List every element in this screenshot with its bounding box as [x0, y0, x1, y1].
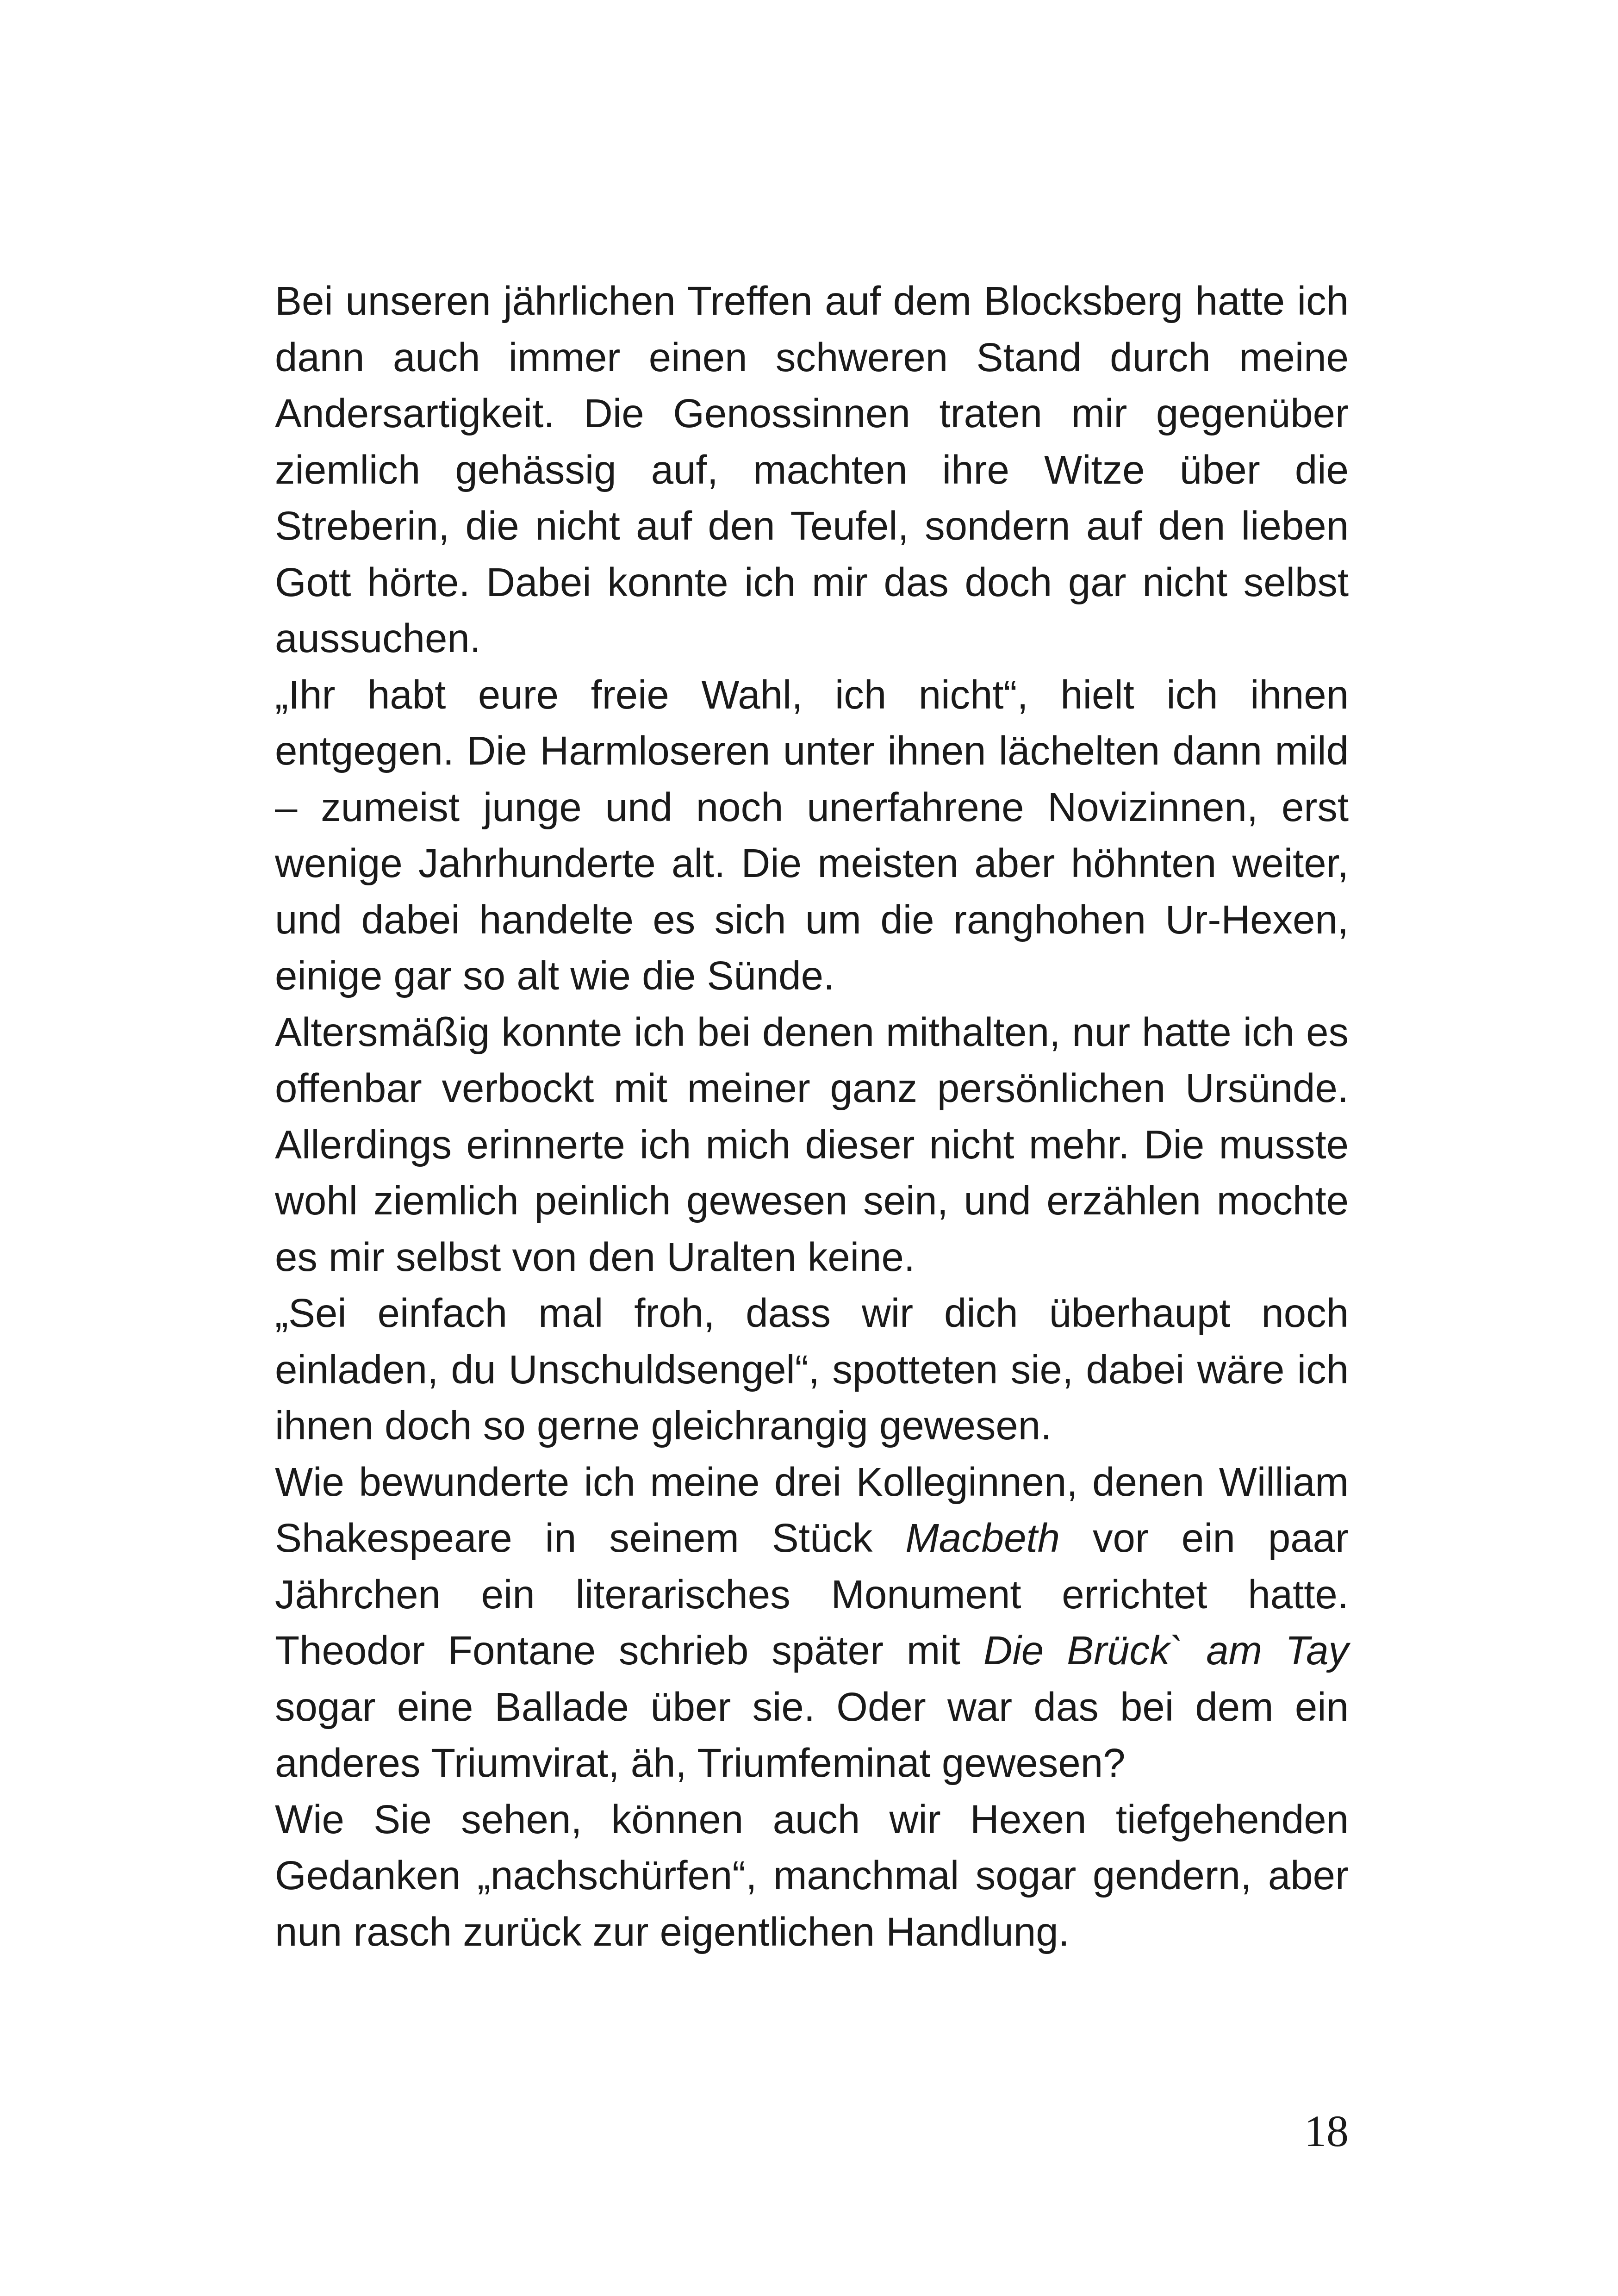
- paragraph-1: Bei unseren jährlichen Treffen auf dem Blocksberg hatte ich dann auch immer einen schweren Stand durch meine Andersartigkeit. Die Genossinnen traten mir gegenüber ziemlich gehässig auf, machten ihre Witze über die Streberin, die nicht auf den Teufel, sondern auf den lieben Gott hörte. Dabei konnte ich mir das doch gar nicht selbst aussuchen.: [275, 279, 1349, 661]
- paragraph-5-text-e: sogar eine Ballade über sie. Oder war das bei dem ein anderes Triumvirat, äh, Triumfeminat gewesen?: [275, 1684, 1349, 1786]
- paragraph-5-text-c: vor ein paar Jährchen ein literarisches Monument errichtet hatte. Theodor Fontane schrieb später mit: [275, 1516, 1349, 1673]
- page-number: 18: [1304, 2106, 1349, 2156]
- paragraph-5: [275, 1454, 1349, 1792]
- paragraph-4: „Sei einfach mal froh, dass wir dich überhaupt noch einladen, du Unschuldsengel“, spotteten sie, dabei wäre ich ihnen doch so gerne gleichrangig gewesen.: [275, 1291, 1349, 1448]
- paragraph-3: Altersmäßig konnte ich bei denen mithalten, nur hatte ich es offenbar verbockt mit meiner ganz persönlichen Ursünde. Allerdings erinnerte ich mich dieser nicht mehr. Die musste wohl ziemlich peinlich gewesen sein, und erzählen mochte es mir selbst von den Uralten keine.: [275, 1009, 1349, 1280]
- title-die-brueck-am-tay: Die Brück` am Tay: [983, 1628, 1349, 1673]
- paragraph-2: „Ihr habt eure freie Wahl, ich nicht“, hielt ich ihnen entgegen. Die Harmloseren unter ihnen lächelten dann mild – zumeist junge und noch unerfahrene Novizinnen, erst wenige Jahrhunderte alt. Die meisten aber höhnten weiter, und dabei handelte es sich um die ranghohen Ur-Hexen, einige gar so alt wie die Sünde.: [275, 672, 1349, 998]
- body-text: [275, 273, 1349, 1960]
- paragraph-6: Wie Sie sehen, können auch wir Hexen tiefgehenden Gedanken „nachschürfen“, manchmal sogar gendern, aber nun rasch zurück zur eigentlichen Handlung.: [275, 1797, 1349, 1954]
- title-macbeth: Macbeth: [905, 1516, 1060, 1561]
- paragraph-5-text-a: Wie bewunderte ich meine drei Kolleginnen, denen William Shakespeare in seinem Stück: [275, 1459, 1349, 1561]
